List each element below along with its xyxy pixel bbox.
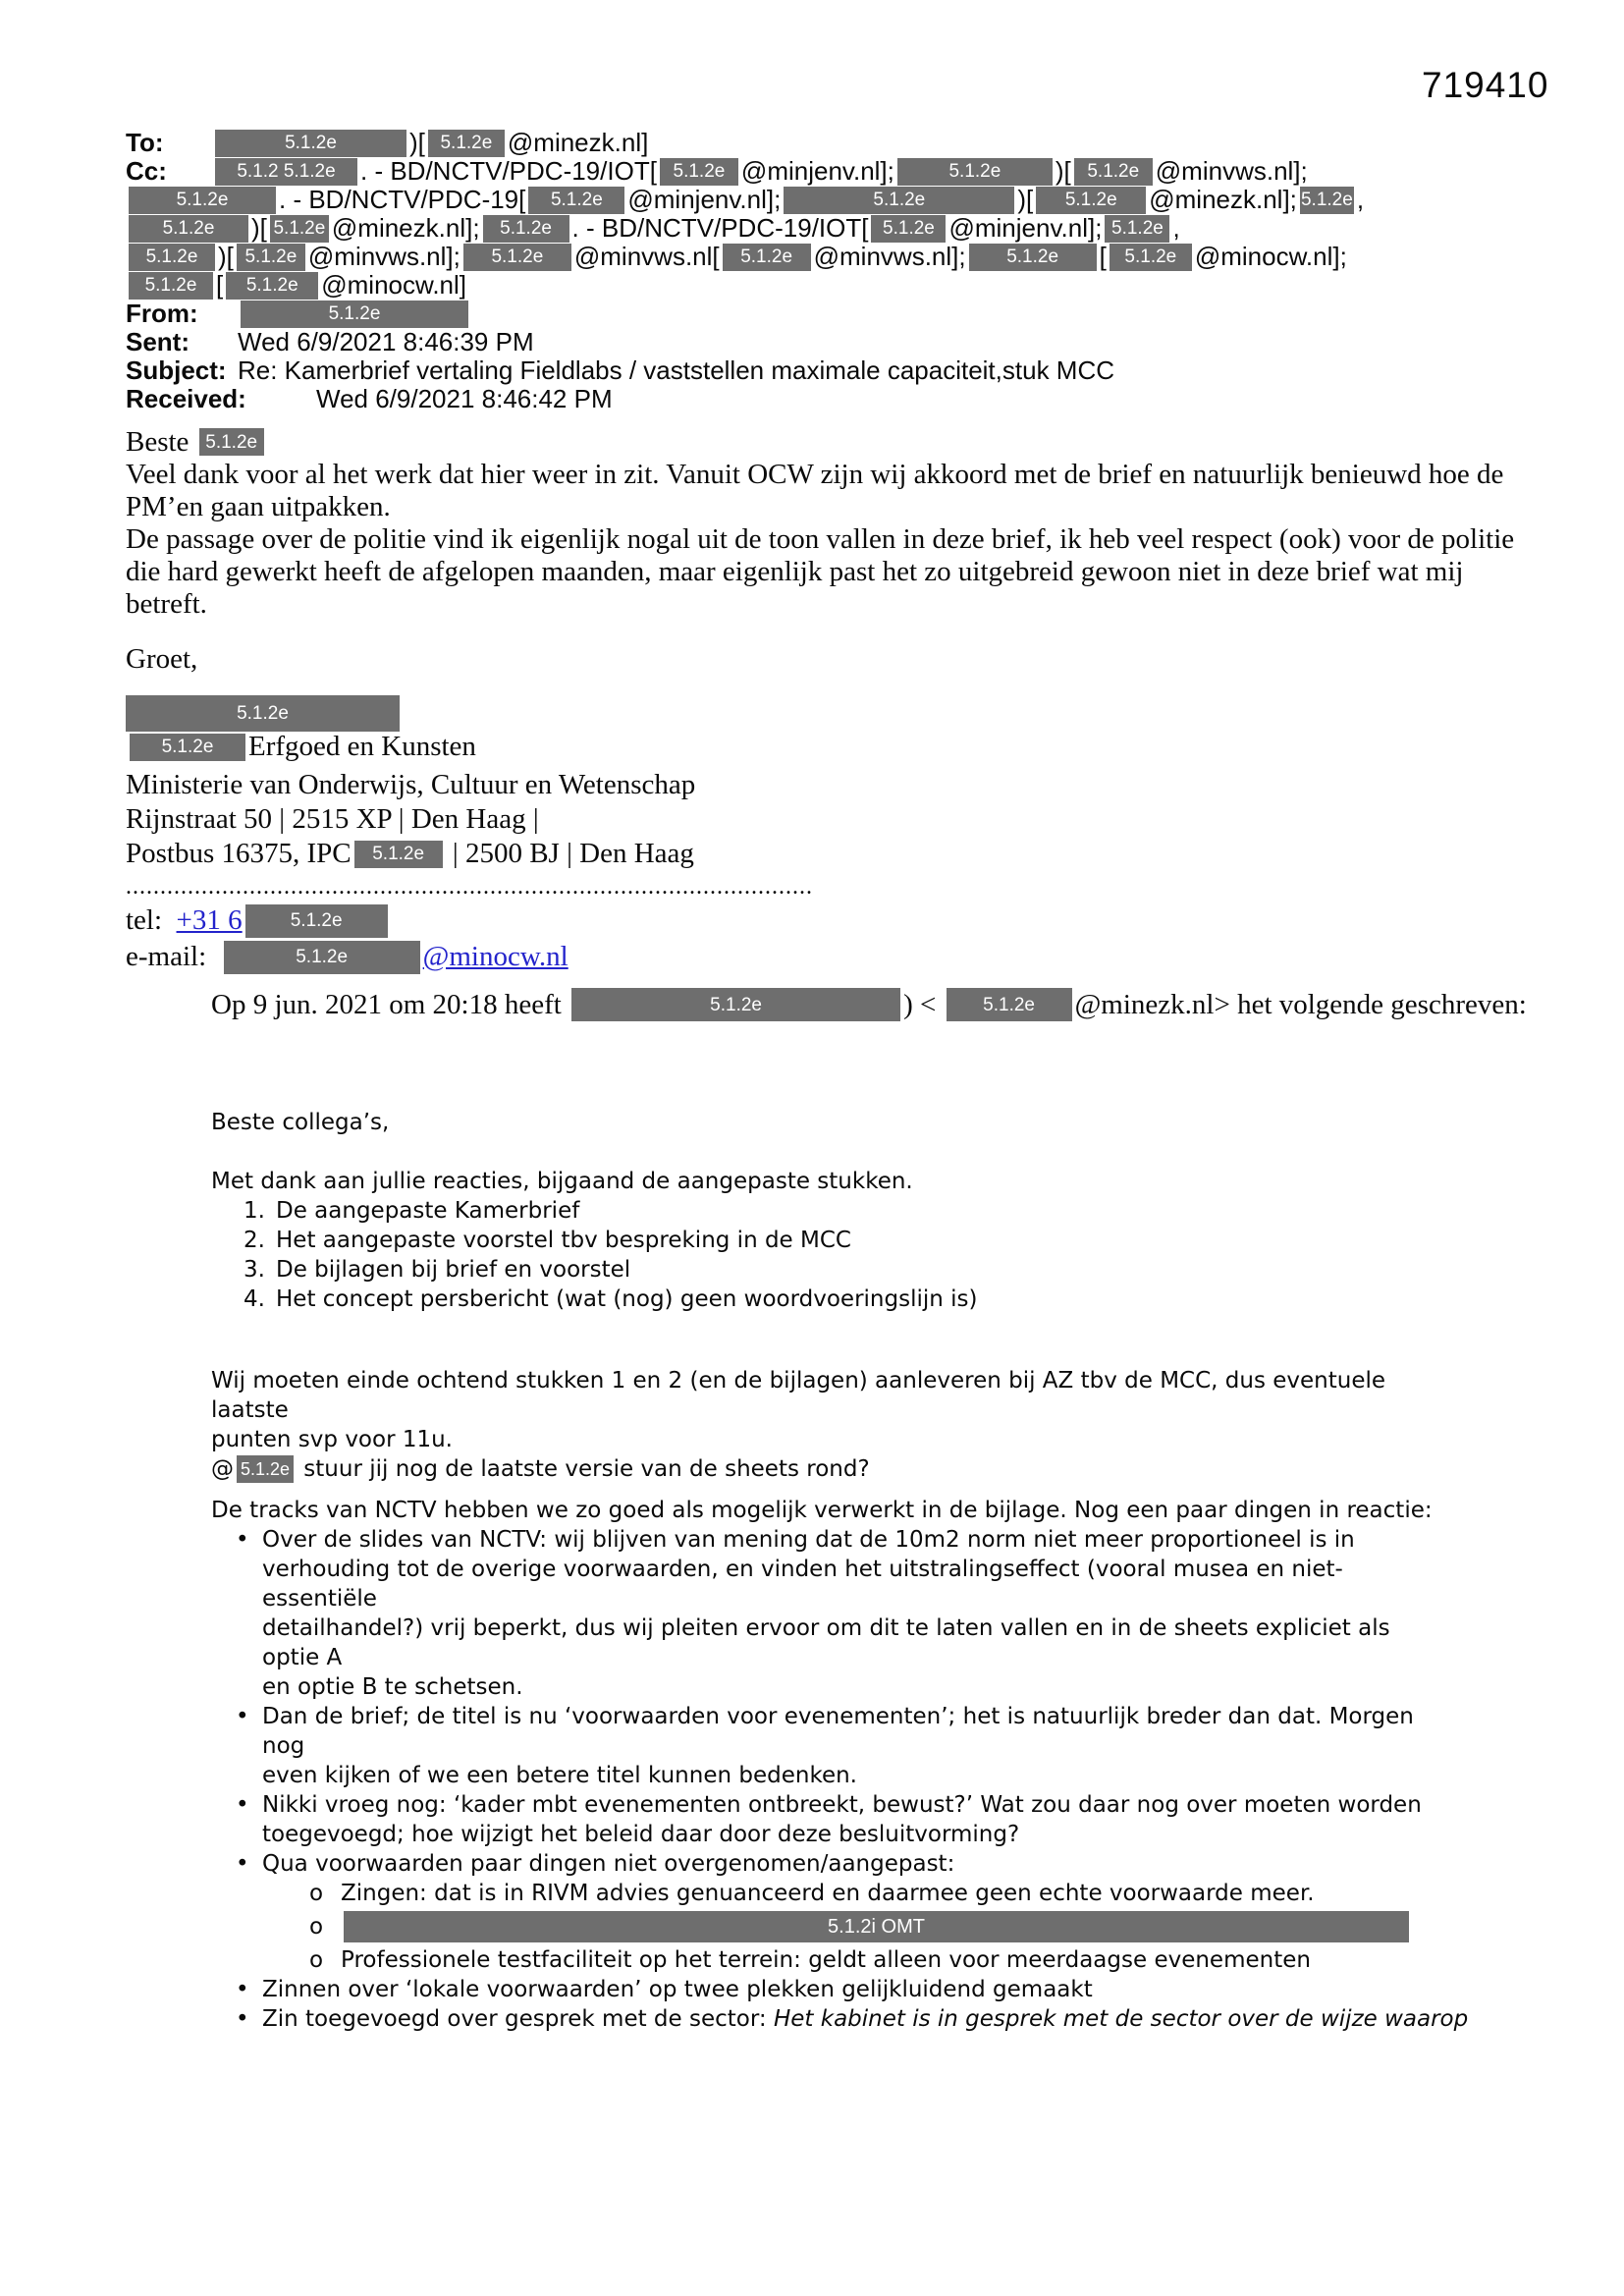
header-row-sent — [126, 328, 1579, 356]
redaction-box: 5.1.2i OMT — [344, 1911, 1409, 1942]
header-row-cc-cont-1 — [126, 186, 1579, 214]
text-segment: @minvws.nl]; — [1155, 156, 1308, 186]
bullet-text — [262, 2004, 1469, 2034]
header-row-cc-cont-2 — [126, 214, 1579, 243]
redaction-box: 5.1.2e — [237, 244, 305, 271]
redaction-box: 5.1.2e — [129, 187, 276, 214]
text-segment: @minjenv.nl]; — [627, 185, 782, 214]
received-value — [316, 384, 613, 414]
text-segment: ) < — [903, 989, 944, 1020]
header-row-received — [126, 385, 1579, 413]
signature-organization: Ministerie van Onderwijs, Cultuur en Wetenschap — [126, 769, 696, 800]
redaction-box: 5.1.2e — [463, 244, 571, 271]
text-segment: e-mail: — [126, 941, 221, 972]
text-segment: Wed 6/9/2021 8:46:42 PM — [316, 384, 613, 413]
text-segment: @minjenv.nl]; — [948, 213, 1103, 243]
text-segment: @minezk.nl> het volgende geschreven: — [1074, 989, 1527, 1020]
sub-bullet-marker: o — [309, 1914, 324, 1940]
bullet-text: Dan de brief; de titel is nu ‘voorwaarden voor evenementen’; het is natuurlijk breder dan dat. Morgen nog even kijken of we een betere titel kunnen bedenken. — [262, 1704, 1414, 1788]
text-segment: Het kabinet is in gesprek met de sector over de wijze waarop — [773, 2006, 1469, 2032]
redaction-box: 5.1.2e — [428, 130, 505, 157]
redaction-box: 5.1.2e — [129, 215, 248, 243]
redaction-box: 5.1.2e — [571, 988, 900, 1021]
redaction-box: 5.1.2e — [126, 695, 400, 732]
text-segment: @minezk.nl] — [507, 128, 649, 157]
text-segment: , — [1356, 185, 1365, 214]
text-segment: Zinnen over ‘lokale voorwaarden’ op twee plekken gelijkluidend gemaakt — [262, 1977, 1093, 2002]
deadline-paragraph: Wij moeten einde ochtend stukken 1 en 2 (en de bijlagen) aanleveren bij AZ tbv de MCC, dus eventuele laatste punten svp voor 11u. — [211, 1368, 1386, 1452]
header-row-cc-cont-3 — [126, 243, 1579, 271]
text-segment: )[ — [1055, 156, 1071, 186]
redaction-box: 5.1.2e — [483, 215, 569, 243]
bullet-text: Over de slides van NCTV: wij blijven van mening dat de 10m2 norm niet meer proportioneel is in verhouding tot de overige voorwaarden, en vinden het uitstralingseffect (vooral musea en niet-essentiële detailhandel?) vrij beperkt, dus wij pleiten ervoor om dit te laten vallen en in de sheets expliciet als optie A en optie B te schetsen. — [262, 1527, 1390, 1700]
redaction-box: 5.1.2e — [660, 158, 738, 186]
signature-department — [126, 732, 1520, 762]
redaction-box: 5.1.2e — [245, 904, 388, 938]
redaction-box: 5.1.2e — [215, 130, 406, 157]
sub-bullet-marker: o — [309, 1881, 324, 1906]
sub-bullet-marker: o — [309, 1947, 324, 1973]
text-segment: | 2500 BJ | Den Haag — [445, 838, 694, 869]
sub-bullet-testfaciliteit — [309, 1945, 1440, 1975]
reply-attribution-line — [211, 987, 1546, 1022]
redaction-box: 5.1.2e — [897, 158, 1053, 186]
email-link[interactable]: @minocw.nl — [422, 941, 568, 972]
redaction-box: 5.1.2e — [528, 187, 624, 214]
cc-value-cont — [126, 185, 1364, 215]
text-segment: @minezk.nl]; — [331, 213, 480, 243]
text-segment: @minocw.nl] — [321, 270, 467, 300]
text-segment: Erfgoed en Kunsten — [248, 731, 476, 762]
header-row-subject — [126, 356, 1579, 385]
bullet-marker: • — [236, 1977, 249, 2002]
redaction-box: 5.1.2e — [199, 428, 264, 456]
numbered-item — [211, 1285, 1440, 1314]
letter-body — [126, 425, 1520, 975]
quoted-greeting: Beste collega’s, — [211, 1110, 390, 1135]
text-segment: )[ — [251, 213, 267, 243]
header-row-to — [126, 129, 1579, 157]
bullet-marker: • — [236, 1527, 249, 1553]
item-text: Het aangepaste voorstel tbv bespreking in de MCC — [276, 1228, 851, 1253]
signature-phone — [126, 902, 1520, 939]
bullet-item-brief-titel — [236, 1702, 1440, 1790]
text-segment: @minvws.nl[ — [573, 242, 720, 271]
text-segment: . - BD/NCTV/PDC-19[ — [279, 185, 526, 214]
item-text: De aangepaste Kamerbrief — [276, 1198, 580, 1224]
redaction-box: 5.1.2e — [784, 187, 1014, 214]
signature-postal — [126, 837, 1520, 871]
redaction-box: 5.1.2e — [224, 941, 420, 974]
text-segment: Beste — [126, 425, 196, 458]
text-segment: @minezk.nl]; — [1149, 185, 1297, 214]
text-segment: @ — [211, 1456, 234, 1482]
sub-bullet-omt-redacted — [309, 1908, 1440, 1945]
text-segment: Zin toegevoegd over gesprek met de sector: — [262, 2006, 774, 2032]
quoted-thanks-line: Met dank aan jullie reacties, bijgaand de aangepaste stukken. — [211, 1169, 913, 1194]
redaction-box: 5.1.2e — [241, 301, 468, 328]
sent-value — [238, 327, 534, 357]
text-segment: @minocw.nl]; — [1194, 242, 1347, 271]
redaction-box: 5.1.2e — [947, 988, 1072, 1021]
text-segment: @minjenv.nl]; — [740, 156, 894, 186]
letter-paragraphs: Veel dank voor al het werk dat hier weer in zit. Vanuit OCW zijn wij akkoord met de brief en natuurlijk benieuwd hoe de PM’en gaan uitpakken. De passage over de politie vind ik eigenlijk nogal uit de toon vallen in deze brief, ik heb veel respect (ook) voor de politie die hard gewerkt heeft de afgelopen maanden, maar eigenlijk past het zo uitgebreid gewoon niet in deze brief wat mij betreft. — [126, 459, 1515, 620]
bullet-marker: • — [236, 1704, 249, 1729]
to-label: To: — [126, 128, 164, 157]
text-segment: . - BD/NCTV/PDC-19/IOT[ — [571, 213, 869, 243]
bullet-item-voorwaarden — [236, 1849, 1440, 1879]
bullet-item-nikki — [236, 1790, 1440, 1849]
received-label: Received: — [126, 384, 246, 413]
text-segment: Wed 6/9/2021 8:46:39 PM — [238, 327, 534, 356]
text-segment: @minvws.nl]; — [307, 242, 460, 271]
item-number: 3. — [244, 1257, 265, 1283]
item-text: De bijlagen bij brief en voorstel — [276, 1257, 631, 1283]
email-header — [126, 129, 1579, 413]
document-number: 719410 — [1422, 65, 1549, 105]
cc-label: Cc: — [126, 156, 167, 186]
bullet-text: Nikki vroeg nog: ‘kader mbt evenementen ontbreekt, bewust?’ Wat zou daar nog over moeten worden toegevoegd; hoe wijzigt het beleid daar door deze besluitvorming? — [262, 1792, 1422, 1847]
text-segment: . - BD/NCTV/PDC-19/IOT[ — [360, 156, 657, 186]
quoted-email — [211, 1108, 1469, 2034]
redaction-box: 5.1.2e — [723, 244, 811, 271]
bullet-text — [262, 1975, 1440, 2004]
text-segment: @minvws.nl]; — [813, 242, 966, 271]
text-segment: tel: — [126, 904, 177, 936]
tracks-paragraph: De tracks van NCTV hebben we zo goed als mogelijk verwerkt in de bijlage. Nog een paar dingen in reactie: — [211, 1498, 1433, 1523]
text-segment: Op 9 jun. 2021 om 20:18 heeft — [211, 989, 569, 1020]
sub-bullet-zingen — [309, 1879, 1440, 1908]
signature-name-redaction — [126, 695, 1520, 732]
cc-value-cont — [126, 213, 1180, 244]
item-number: 4. — [244, 1286, 265, 1312]
to-value — [212, 128, 648, 158]
text-segment: )[ — [409, 128, 425, 157]
item-text: Het concept persbericht (wat (nog) geen woordvoeringslijn is) — [276, 1286, 978, 1312]
redaction-box: 5.1.2e — [270, 215, 329, 243]
text-segment: [ — [1099, 242, 1107, 271]
bullet-text: Qua voorwaarden paar dingen niet overgenomen/aangepast: — [262, 1851, 955, 1877]
redaction-box: 5.1.2e — [237, 1455, 294, 1483]
signature-address: Rijnstraat 50 | 2515 XP | Den Haag | — [126, 803, 539, 835]
header-row-cc — [126, 157, 1579, 186]
bullet-item-lokale-voorwaarden — [236, 1975, 1440, 2004]
redaction-box: 5.1.2e — [1105, 215, 1169, 243]
text-segment: , — [1172, 213, 1180, 243]
phone-link[interactable]: +31 6 — [176, 904, 243, 936]
bullet-item-slides — [236, 1525, 1440, 1702]
letter-closing: Groet, — [126, 643, 198, 675]
header-row-from — [126, 300, 1579, 328]
redaction-box: 5.1.2e — [969, 244, 1097, 271]
text-segment: )[ — [1017, 185, 1034, 214]
redaction-box: 5.1.2 5.1.2e — [215, 158, 357, 186]
redaction-box: 5.1.2e — [226, 272, 318, 300]
numbered-item — [211, 1226, 1440, 1255]
bullet-marker: • — [236, 1851, 249, 1877]
sub-bullet-text: Professionele testfaciliteit op het terrein: geldt alleen voor meerdaagse evenementen — [341, 1947, 1311, 1973]
cc-value-cont — [126, 270, 466, 301]
from-label: From: — [126, 299, 198, 328]
item-number: 2. — [244, 1228, 265, 1253]
item-number: 1. — [244, 1198, 265, 1224]
header-row-cc-cont-4 — [126, 271, 1579, 300]
sub-bullet-text: Zingen: dat is in RIVM advies genuanceerd en daarmee geen echte voorwaarde meer. — [341, 1881, 1315, 1906]
redaction-box: 5.1.2e — [1036, 187, 1146, 214]
redaction-box: 5.1.2e — [871, 215, 946, 243]
redaction-box: 5.1.2e — [1300, 187, 1354, 214]
subject-label: Subject: — [126, 355, 227, 385]
omt-redaction — [341, 1908, 1412, 1945]
bullet-item-sector — [236, 2004, 1469, 2034]
text-segment: )[ — [218, 242, 234, 271]
letter-greeting — [126, 425, 1520, 459]
subject-value — [238, 355, 1114, 386]
redaction-box: 5.1.2e — [354, 841, 443, 868]
bullet-marker: • — [236, 1792, 249, 1818]
numbered-item — [211, 1196, 1440, 1226]
redaction-box: 5.1.2e — [1110, 244, 1192, 271]
cc-value-cont — [126, 242, 1347, 272]
sheets-question-line — [211, 1454, 1440, 1484]
redaction-box: 5.1.2e — [1074, 158, 1153, 186]
text-segment: [ — [216, 270, 224, 300]
text-segment: Re: Kamerbrief vertaling Fieldlabs / vaststellen maximale capaciteit,stuk MCC — [238, 355, 1115, 385]
signature-divider: .................................................................................................... — [126, 874, 813, 900]
signature-email — [126, 939, 1520, 975]
from-value — [238, 301, 471, 328]
text-segment: stuur jij nog de laatste versie van de sheets rond? — [297, 1456, 870, 1482]
redaction-box: 5.1.2e — [129, 272, 213, 300]
numbered-item — [211, 1255, 1440, 1285]
redaction-box: 5.1.2e — [129, 244, 215, 271]
sent-label: Sent: — [126, 327, 189, 356]
text-segment: Postbus 16375, IPC — [126, 838, 352, 869]
redaction-box: 5.1.2e — [130, 734, 245, 761]
bullet-marker: • — [236, 2006, 249, 2032]
cc-value — [212, 156, 1308, 187]
